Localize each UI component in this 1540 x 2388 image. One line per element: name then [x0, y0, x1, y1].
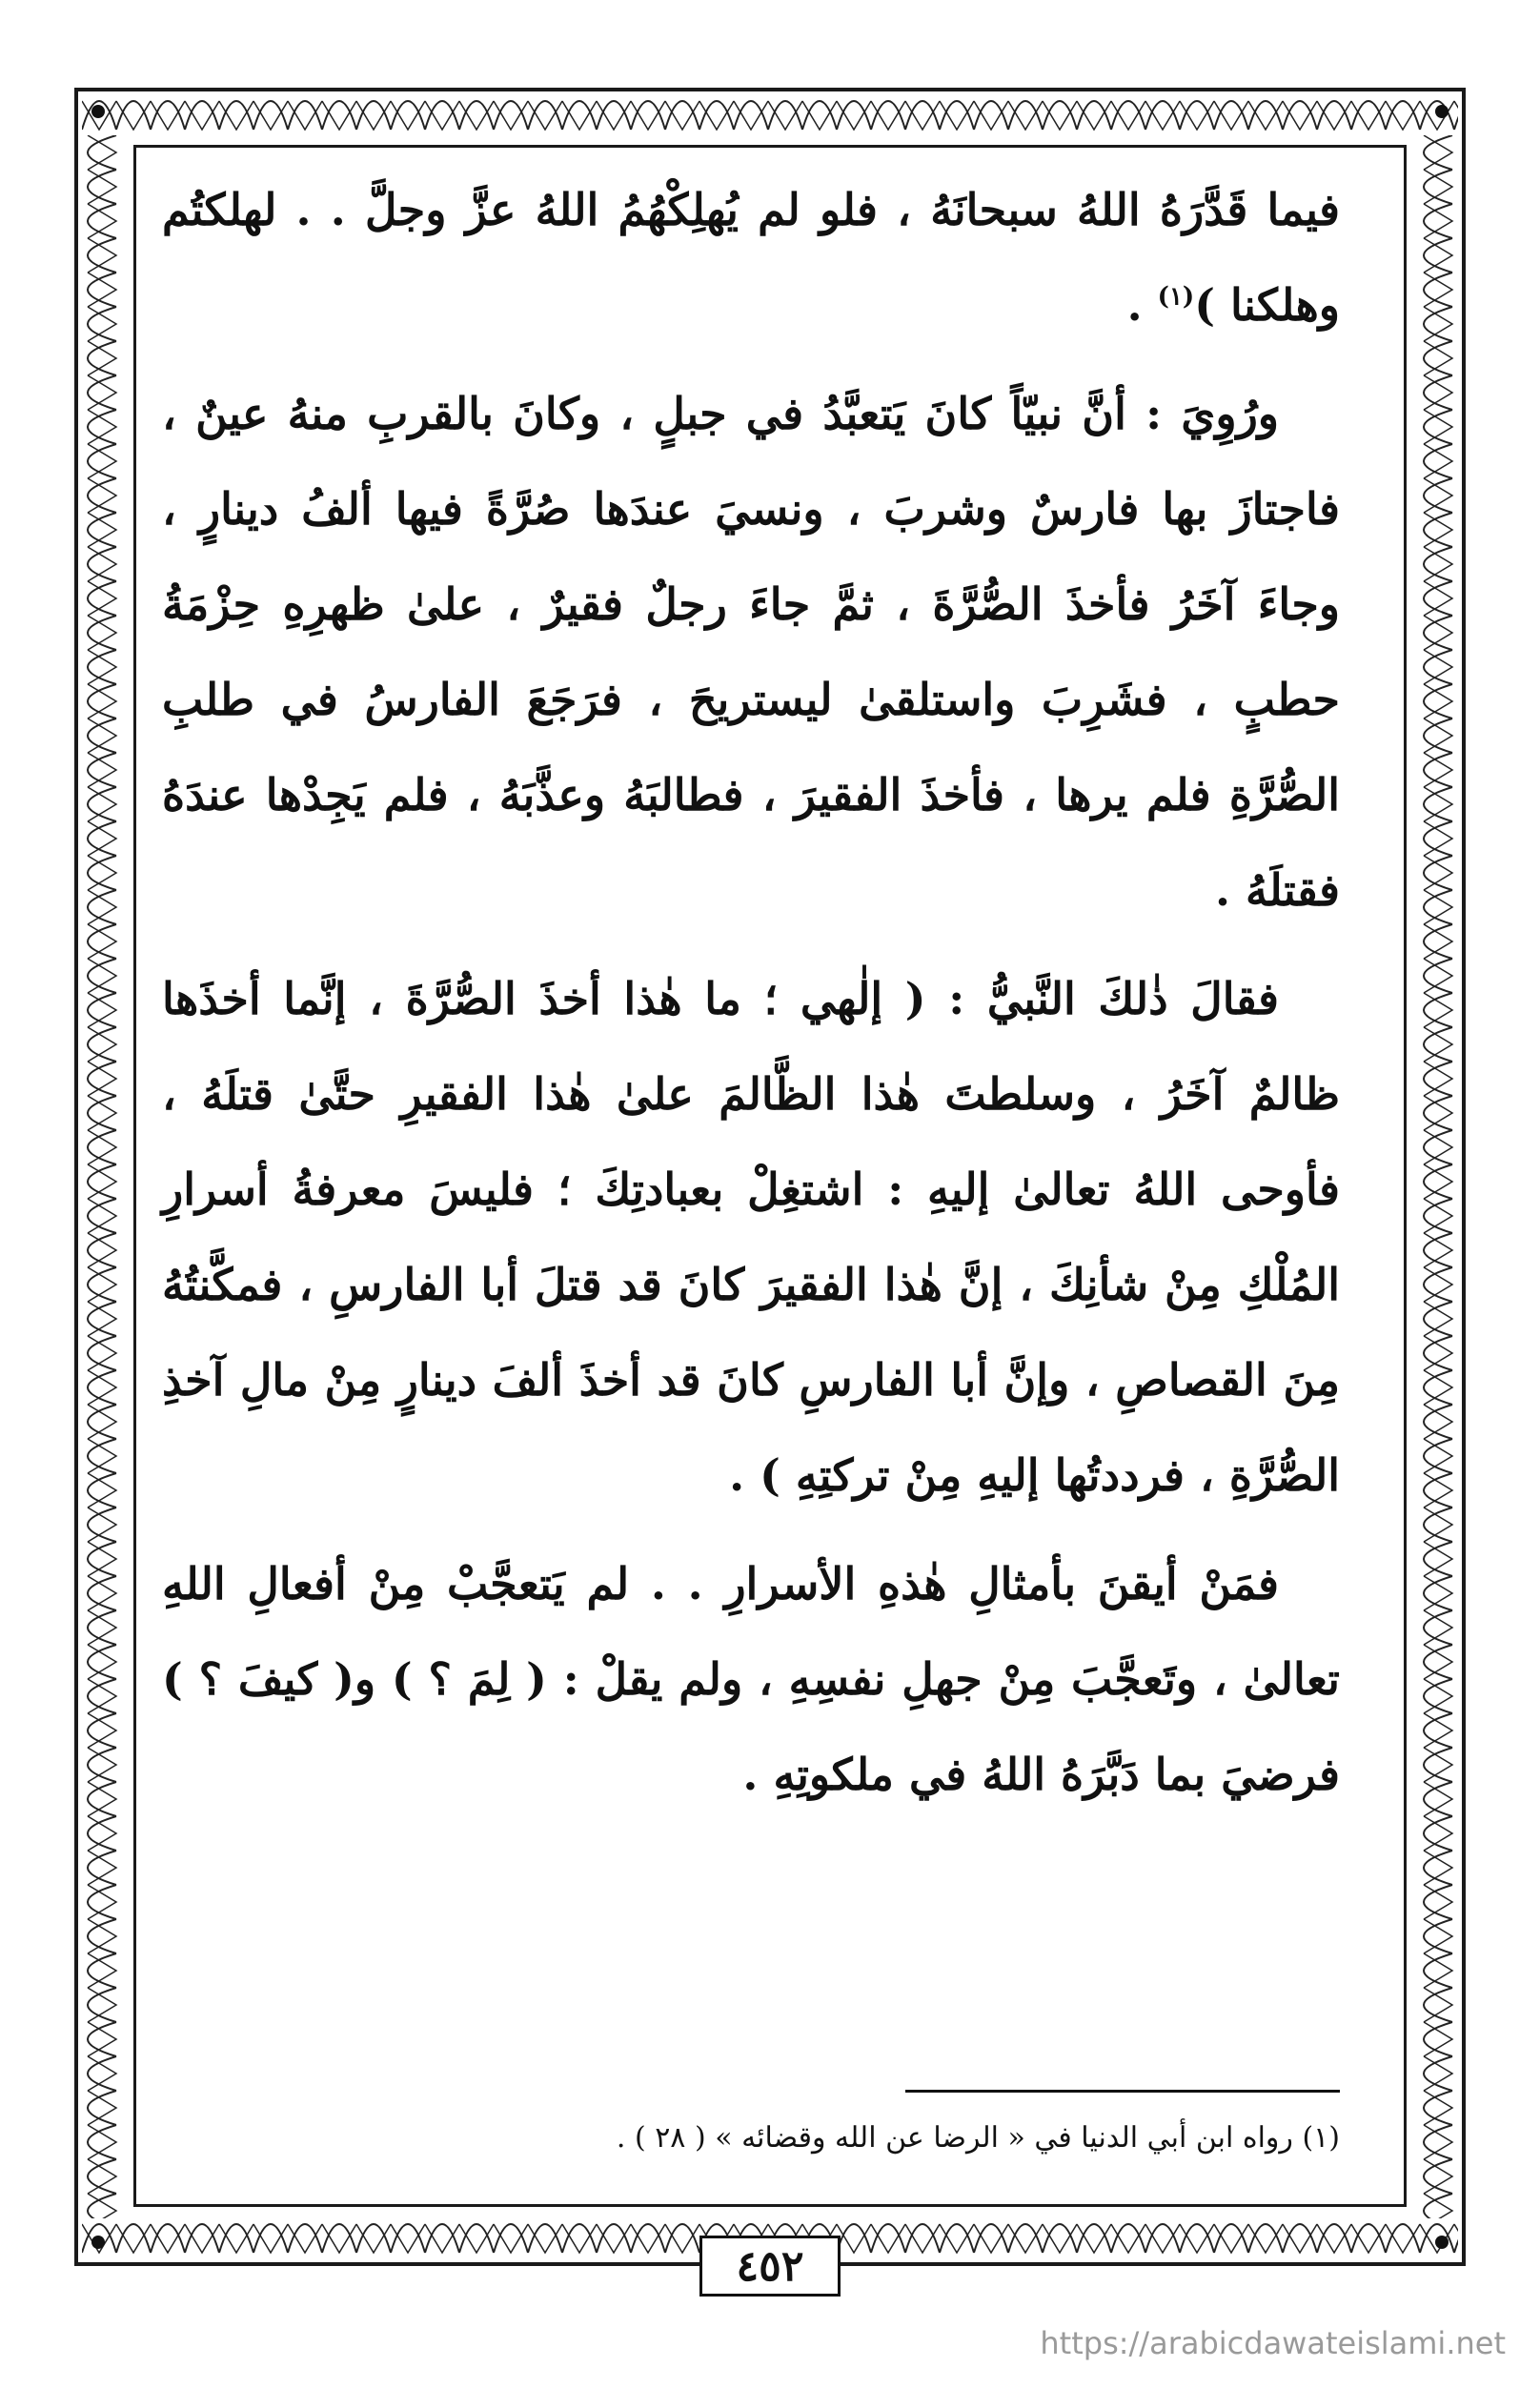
page-body-text — [162, 162, 1340, 1822]
frame-corner-dot — [91, 105, 105, 118]
paragraph-1 — [162, 162, 1340, 353]
paragraph-1-text: فيما قَدَّرَهُ اللهُ سبحانَهُ ، فلو لم يُهلِكْهُمُ اللهُ عزَّ وجلَّ . . لهلكتُم وهلكنا ) — [162, 184, 1340, 331]
frame-ornament-left — [82, 135, 122, 2218]
frame-corner-dot — [1435, 105, 1449, 118]
frame-corner-dot — [1435, 2236, 1449, 2249]
footnote-reference: (١) — [1157, 282, 1195, 312]
watermark-url: https://arabicdawateislami.net — [1040, 2325, 1506, 2361]
paragraph-3: فقالَ ذٰلكَ النَّبيُّ : ( إلٰهي ؛ ما هٰذا أخذَ الصُّرَّةَ ، إنَّما أخذَها ظالمٌ آخَرُ ، وسلطتَ هٰذا الظَّالمَ علىٰ هٰذا الفقيرِ حتَّىٰ قتلَهُ ، فأوحى اللهُ تعالىٰ إليهِ : اشتغِلْ بعبادتِكَ ؛ فليسَ معرفةُ أسرارِ المُلْكِ مِنْ شأنِكَ ، إنَّ هٰذا الفقيرَ كانَ قد قتلَ أبا الفارسِ ، فمكَّنتُهُ مِنَ القصاصِ ، وإنَّ أبا الفارسِ كانَ قد أخذَ ألفَ دينارٍ مِنْ مالِ آخذِ الصُّرَّةِ ، فرددتُها إليهِ مِنْ تركتِهِ ) . — [162, 973, 1340, 1501]
paragraph-4: فمَنْ أيقنَ بأمثالِ هٰذهِ الأسرارِ . . لم يَتعجَّبْ مِنْ أفعالِ اللهِ تعالىٰ ، وتَعجَّبَ مِنْ جهلِ نفسِهِ ، ولم يقلْ : ( لِمَ ؟ ) و( كيفَ ؟ ) فرضيَ بما دَبَّرَهُ اللهُ في ملكوتِهِ . — [162, 1558, 1340, 1800]
page-number: ٤٥٢ — [699, 2236, 841, 2297]
frame-ornament-top — [82, 95, 1458, 135]
paragraph-2: ورُوِيَ : أنَّ نبيّاً كانَ يَتعبَّدُ في جبلٍ ، وكانَ بالقربِ منهُ عينٌ ، فاجتازَ بها فارسٌ وشربَ ، ونسيَ عندَها صُرَّةً فيها ألفُ دينارٍ ، وجاءَ آخَرُ فأخذَ الصُّرَّةَ ، ثمَّ جاءَ رجلٌ فقيرٌ ، علىٰ ظهرِهِ حِزْمَةُ حطبٍ ، فشَرِبَ واستلقىٰ ليستريحَ ، فرَجَعَ الفارسُ في طلبِ الصُّرَّةِ فلم يرها ، فأخذَ الفقيرَ ، فطالبَهُ وعذَّبَهُ ، فلم يَجِدْها عندَهُ فقتلَهُ . — [162, 388, 1340, 916]
frame-ornament-right — [1418, 135, 1458, 2218]
footnote-text: (١) رواه ابن أبي الدنيا في « الرضا عن الله وقضائه » ( ٢٨ ) . — [616, 2121, 1340, 2155]
frame-corner-dot — [91, 2236, 105, 2249]
paragraph-1-tail: . — [1126, 279, 1158, 331]
footnote-divider — [905, 2090, 1340, 2093]
